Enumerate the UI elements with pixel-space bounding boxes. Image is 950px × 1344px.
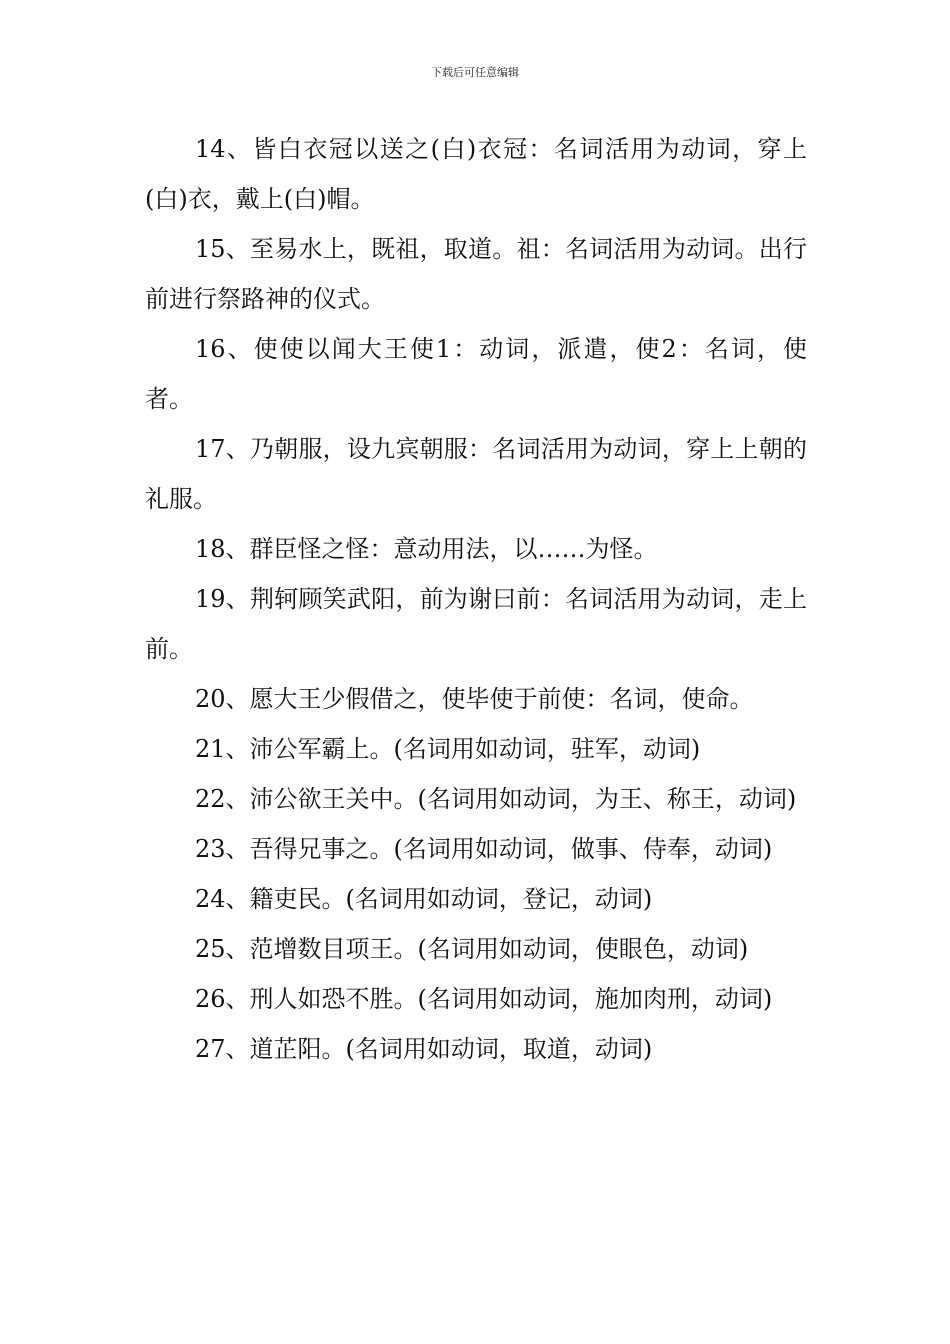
page-header: 下载后可任意编辑 — [431, 66, 519, 79]
document-body — [145, 124, 807, 1074]
paragraph-25: 25、范增数目项王。(名词用如动词，使眼色，动词) — [195, 935, 749, 963]
paragraph-20: 20、愿大王少假借之，使毕使于前使：名词，使命。 — [195, 685, 754, 713]
paragraph-16: 16、使使以闻大王使1：动词，派遣，使2：名词，使者。 — [145, 335, 807, 413]
paragraph-21: 21、沛公军霸上。(名词用如动词，驻军，动词) — [195, 735, 701, 763]
paragraph-22: 22、沛公欲王关中。(名词用如动词，为王、称王，动词) — [195, 785, 797, 813]
paragraph-24: 24、籍吏民。(名词用如动词，登记，动词) — [195, 885, 653, 913]
paragraph-26: 26、刑人如恐不胜。(名词用如动词，施加肉刑，动词) — [195, 985, 773, 1013]
paragraph-18: 18、群臣怪之怪：意动用法，以……为怪。 — [195, 535, 658, 563]
paragraph-23: 23、吾得兄事之。(名词用如动词，做事、侍奉，动词) — [195, 835, 773, 863]
paragraph-14: 14、皆白衣冠以送之(白)衣冠：名词活用为动词，穿上(白)衣，戴上(白)帽。 — [145, 135, 807, 213]
paragraph-19: 19、荆轲顾笑武阳，前为谢曰前：名词活用为动词，走上前。 — [145, 585, 807, 663]
paragraph-27: 27、道芷阳。(名词用如动词，取道，动词) — [195, 1035, 653, 1063]
paragraph-17: 17、乃朝服，设九宾朝服：名词活用为动词，穿上上朝的礼服。 — [145, 435, 807, 513]
paragraph-15: 15、至易水上，既祖，取道。祖：名词活用为动词。出行前进行祭路神的仪式。 — [145, 235, 807, 313]
